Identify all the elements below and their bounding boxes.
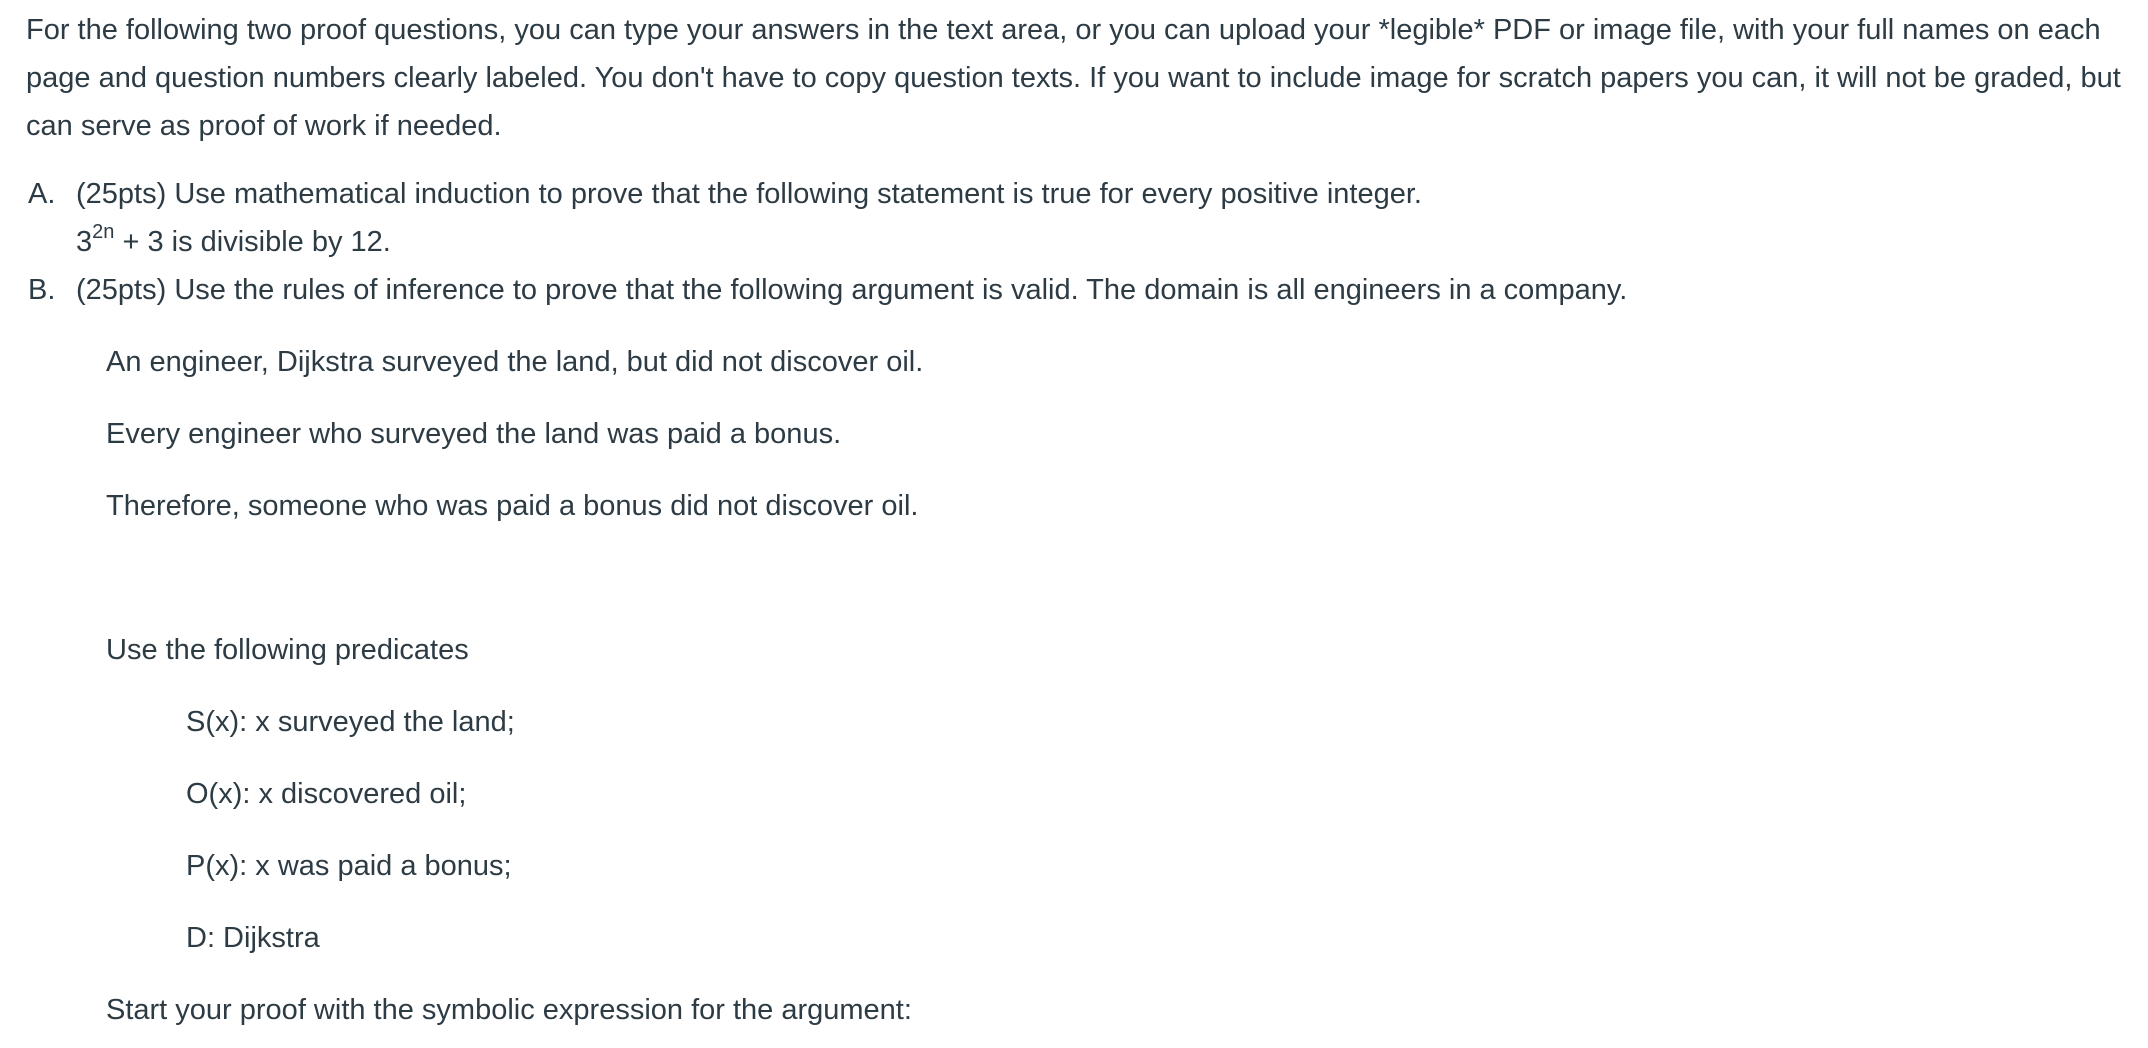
question-a-text: (25pts) Use mathematical induction to prove that the following statement is true for every positive integer. — [76, 178, 1422, 210]
premise-1: An engineer, Dijkstra surveyed the land, but did not discover oil. — [106, 346, 924, 378]
question-a — [26, 170, 2122, 266]
question-list — [26, 170, 2122, 314]
question-b-text: (25pts) Use the rules of inference to prove that the following argument is valid. The domain is all engineers in a company. — [76, 274, 1628, 306]
predicate-s: S(x): x surveyed the land; — [186, 706, 515, 738]
predicate-o: O(x): x discovered oil; — [186, 778, 467, 810]
question-a-statement — [76, 218, 2122, 266]
predicate-d: D: Dijkstra — [186, 922, 320, 954]
question-a-marker: A. — [28, 178, 56, 210]
question-b-marker: B. — [28, 274, 56, 306]
argument-block — [106, 338, 2122, 1034]
conclusion: Therefore, someone who was paid a bonus did not discover oil. — [106, 490, 919, 522]
statement-rest: + 3 is divisible by 12. — [114, 226, 391, 258]
question-b — [26, 266, 2122, 314]
instructions-paragraph: For the following two proof questions, you can type your answers in the text area, or you can upload your *legible* PDF or image file, with your full names on each page and question numbers clearly labeled. You don't have to copy question texts. If you want to include image for scratch papers you can, it will not be graded, but can serve as proof of work if needed. — [26, 14, 2121, 142]
closing-instruction: Start your proof with the symbolic expression for the argument: — [106, 994, 912, 1026]
statement-exponent: 2n — [92, 221, 115, 244]
statement-base: 3 — [76, 226, 93, 258]
predicate-list — [186, 698, 2122, 962]
premise-2: Every engineer who surveyed the land was paid a bonus. — [106, 418, 842, 450]
predicates-intro: Use the following predicates — [106, 634, 469, 666]
predicate-p: P(x): x was paid a bonus; — [186, 850, 512, 882]
